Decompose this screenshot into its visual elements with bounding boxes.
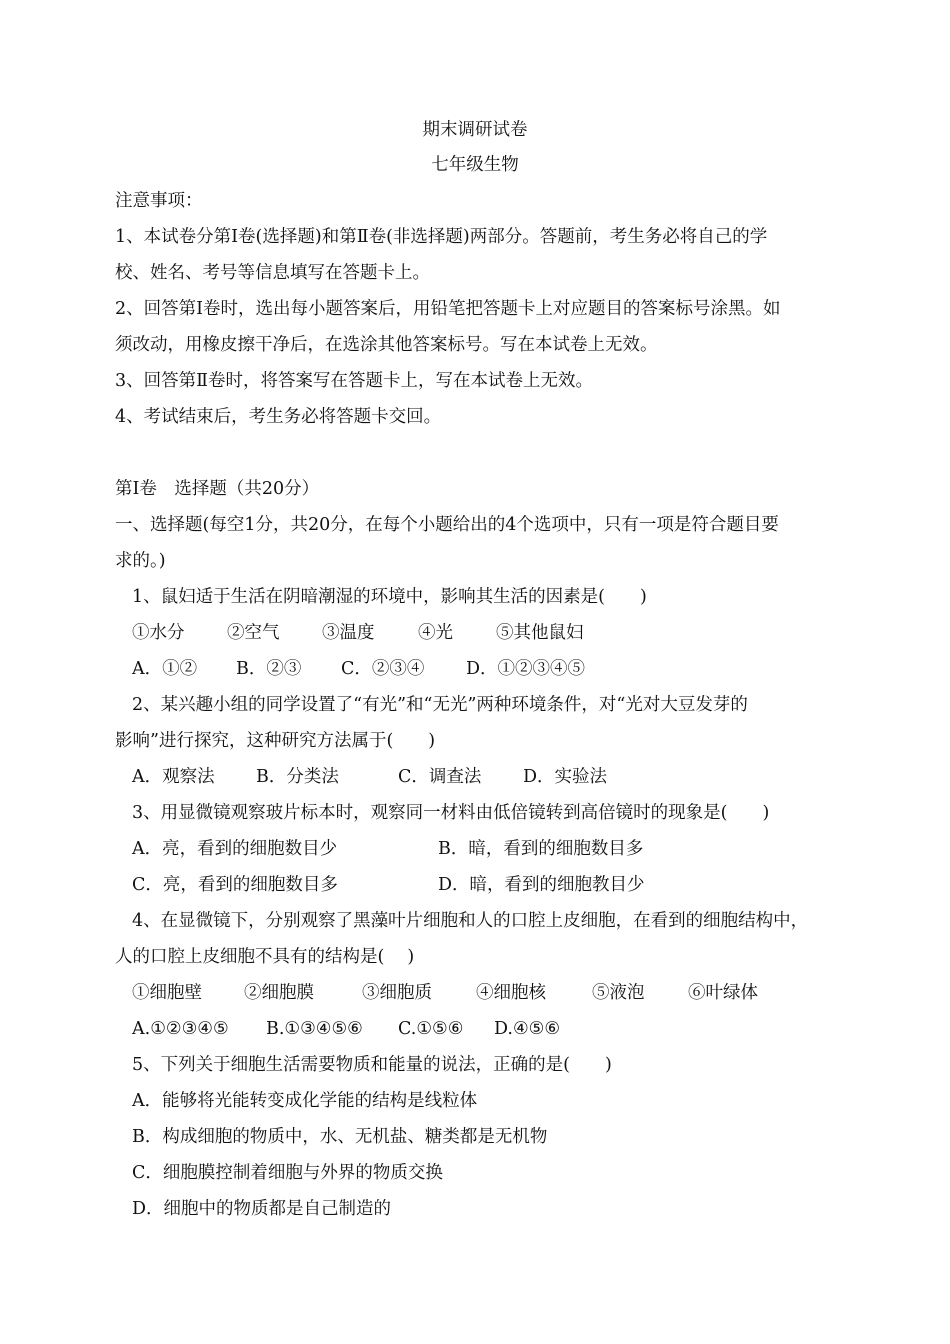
option-c: C.①⑤⑥ xyxy=(398,1019,464,1039)
structure-item: ⑥叶绿体 xyxy=(688,983,758,1003)
exam-title: 期末调研试卷 xyxy=(422,120,528,140)
question-2-stem: 影响”进行探究，这种研究方法属于( ) xyxy=(115,731,436,751)
section-instructions: 求的。) xyxy=(115,551,166,571)
factor-item: ⑤其他鼠妇 xyxy=(496,623,584,643)
question-2-stem: 2、某兴趣小组的同学设置了“有光”和“无光”两种环境条件，对“光对大豆发芽的 xyxy=(132,695,748,715)
notice-line: 2、回答第Ⅰ卷时，选出每小题答案后，用铅笔把答题卡上对应题目的答案标号涂黑。如 xyxy=(115,299,781,319)
structure-item: ⑤液泡 xyxy=(592,983,645,1003)
option-b: B．暗，看到的细胞数目多 xyxy=(438,839,644,859)
option-d: D．细胞中的物质都是自己制造的 xyxy=(132,1199,392,1219)
option-b: B.①③④⑤⑥ xyxy=(266,1019,363,1039)
factor-item: ④光 xyxy=(418,623,453,643)
notice-heading: 注意事项： xyxy=(115,191,203,211)
notice-line: 1、本试卷分第Ⅰ卷(选择题)和第Ⅱ卷(非选择题)两部分。答题前，考生务必将自己的学 xyxy=(115,227,768,247)
option-c: C．亮，看到的细胞数目多 xyxy=(132,875,338,895)
option-c: C．②③④ xyxy=(341,659,425,679)
notice-line: 校、姓名、考号等信息填写在答题卡上。 xyxy=(115,263,430,283)
structure-item: ①细胞壁 xyxy=(132,983,202,1003)
option-b: B．构成细胞的物质中，水、无机盐、糖类都是无机物 xyxy=(132,1127,548,1147)
option-d: D．①②③④⑤ xyxy=(466,659,586,679)
option-a: A.①②③④⑤ xyxy=(132,1019,229,1039)
notice-line: 4、考试结束后，考生务必将答题卡交回。 xyxy=(115,407,442,427)
exam-subtitle: 七年级生物 xyxy=(431,155,519,175)
factor-item: ②空气 xyxy=(227,623,280,643)
question-3-stem: 3、用显微镜观察玻片标本时，观察同一材料由低倍镜转到高倍镜时的现象是( ) xyxy=(132,803,770,823)
question-1-stem: 1、鼠妇适于生活在阴暗潮湿的环境中，影响其生活的因素是( ) xyxy=(132,587,647,607)
option-a: A．观察法 xyxy=(132,767,215,787)
notice-line: 须改动，用橡皮擦干净后，在选涂其他答案标号。写在本试卷上无效。 xyxy=(115,335,658,355)
question-4-stem: 人的口腔上皮细胞不具有的结构是( ) xyxy=(115,947,415,967)
section-title: 第Ⅰ卷 选择题（共20分） xyxy=(115,479,320,499)
option-b: B．分类法 xyxy=(256,767,339,787)
option-a: A．亮，看到的细胞数目少 xyxy=(132,839,338,859)
option-d: D.④⑤⑥ xyxy=(494,1019,561,1039)
option-b: B．②③ xyxy=(236,659,302,679)
factor-item: ③温度 xyxy=(322,623,375,643)
option-a: A．①② xyxy=(132,659,198,679)
structure-item: ③细胞质 xyxy=(362,983,432,1003)
structure-item: ④细胞核 xyxy=(476,983,546,1003)
question-4-stem: 4、在显微镜下，分别观察了黑藻叶片细胞和人的口腔上皮细胞，在看到的细胞结构中， xyxy=(132,911,809,931)
option-a: A．能够将光能转变成化学能的结构是线粒体 xyxy=(132,1091,478,1111)
structure-item: ②细胞膜 xyxy=(244,983,314,1003)
option-d: D．暗，看到的细胞教目少 xyxy=(438,875,645,895)
question-5-stem: 5、下列关于细胞生活需要物质和能量的说法，正确的是( ) xyxy=(132,1055,612,1075)
option-d: D．实验法 xyxy=(523,767,608,787)
option-c: C．调查法 xyxy=(398,767,482,787)
notice-line: 3、回答第Ⅱ卷时，将答案写在答题卡上，写在本试卷上无效。 xyxy=(115,371,594,391)
option-c: C．细胞膜控制着细胞与外界的物质交换 xyxy=(132,1163,443,1183)
factor-item: ①水分 xyxy=(132,623,185,643)
section-instructions: 一、选择题(每空1分，共20分，在每个小题给出的4个选项中，只有一项是符合题目要 xyxy=(115,515,779,535)
